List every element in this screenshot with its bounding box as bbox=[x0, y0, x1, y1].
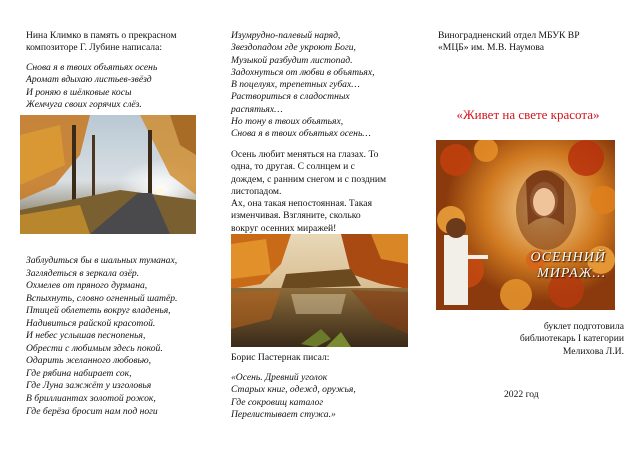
poem-line: Перелистывает стужа.» bbox=[231, 408, 336, 420]
cover-image bbox=[436, 140, 615, 310]
poem-line: Но тону в твоих объятьях, bbox=[231, 116, 344, 128]
poem-line: Обрести с любимым здесь покой. bbox=[26, 342, 163, 354]
poem-line: Надивиться райской красотой. bbox=[26, 317, 156, 329]
prose-line: дождем, с ранним снегом и с поздним bbox=[231, 173, 387, 185]
cover-caption-line: ОСЕННИЙ bbox=[530, 250, 606, 265]
poem-line: Снова я в твоих объятьях осень… bbox=[231, 128, 371, 140]
poem-stanza-1 bbox=[26, 62, 157, 111]
prose-line: Ах, она такая непостоянная. Такая bbox=[231, 198, 372, 210]
foggy-road-image bbox=[20, 115, 196, 234]
credits-line: библиотекарь I категории bbox=[519, 333, 624, 345]
org-line: «МЦБ» им. М.В. Наумова bbox=[438, 42, 544, 54]
poem-line: Птицей облететь вокруг владенья, bbox=[26, 305, 171, 317]
intro-line: композиторе Г. Лубине написала: bbox=[26, 42, 162, 54]
prose-paragraph bbox=[231, 149, 386, 235]
poem-line: «Осень. Древний уголок bbox=[231, 372, 328, 383]
credits-line: Мелихова Л.И. bbox=[562, 345, 624, 357]
poem-line: Охмелев от пряного дурмана, bbox=[26, 280, 148, 292]
prose-line: Осень любит меняться на глазах. То bbox=[231, 149, 379, 160]
pasternak-intro-line: Борис Пастернак писал: bbox=[231, 352, 330, 363]
poem-line: Звездопадом где укроют Боги, bbox=[231, 42, 356, 54]
left-column bbox=[0, 0, 213, 452]
poem-line: В бриллиантах золотой рожок, bbox=[26, 393, 156, 405]
poem-line: Где сокровищ каталог bbox=[231, 396, 324, 408]
prose-line: изменчивая. Взгляните, сколько bbox=[231, 210, 361, 222]
prose-line: вокруг осенних миражей! bbox=[231, 222, 337, 234]
org-line: Виноградненский отдел МБУК ВР bbox=[438, 30, 580, 41]
year-text: 2022 год bbox=[504, 389, 539, 400]
poem-line: Снова я в твоих объятьях осень bbox=[26, 62, 158, 73]
intro-line: Нина Климко в память о прекрасном bbox=[26, 30, 177, 41]
intro-text bbox=[26, 30, 177, 55]
credits-text bbox=[438, 321, 624, 358]
poem-line: Где берёза бросит нам под ноги bbox=[26, 405, 158, 417]
poem-line: Изумрудно-палевый наряд, bbox=[231, 30, 341, 41]
poem-line: Раствориться в сладостных bbox=[231, 91, 350, 103]
organization-text bbox=[438, 30, 580, 55]
prose-line: листопадом. bbox=[231, 185, 282, 197]
poem-line: Одарить желанного любовью, bbox=[26, 355, 152, 367]
poem-line: И роняю в шёлковые косы bbox=[26, 86, 132, 98]
poem-line: Где Луна зажжёт у изголовья bbox=[26, 380, 152, 392]
autumn-lake-image bbox=[231, 234, 408, 347]
poem-stanza-2 bbox=[26, 255, 177, 418]
pasternak-intro bbox=[231, 352, 329, 364]
booklet-title: «Живет на свете красота» bbox=[456, 107, 600, 122]
poem-line: И небес услышав песнопенья, bbox=[26, 330, 146, 342]
poem-line: Заглядеться в зеркала озёр. bbox=[26, 267, 140, 279]
poem-line: Вспыхнуть, словно огненный шатёр. bbox=[26, 292, 178, 304]
poem-line: Старых книг, одежд, оружья, bbox=[231, 384, 356, 396]
right-column bbox=[426, 0, 640, 452]
poem-line: Где рябина набирает сок, bbox=[26, 367, 132, 379]
poem-line: распятьях… bbox=[231, 103, 283, 115]
poem-stanza-4 bbox=[231, 372, 356, 421]
poem-line: Аромат вдыхаю листьев-звёзд bbox=[26, 74, 152, 86]
poem-line: Задохнуться от любви в объятьях, bbox=[231, 66, 375, 78]
poem-line: Жемчуга своих горячих слёз. bbox=[26, 98, 142, 110]
middle-column bbox=[213, 0, 426, 452]
poem-line: Заблудиться бы в шальных туманах, bbox=[26, 255, 178, 266]
poem-line: Музыкой разбудит листопад. bbox=[231, 54, 353, 66]
cover-caption-line: МИРАЖ… bbox=[537, 266, 606, 281]
poem-stanza-3 bbox=[231, 30, 375, 141]
cover-caption bbox=[486, 250, 606, 282]
credits-line: буклет подготовила bbox=[543, 321, 624, 332]
prose-line: одна, то другая. С солнцем и с bbox=[231, 161, 355, 173]
poem-line: В поцелуях, трепетных губах… bbox=[231, 79, 360, 91]
